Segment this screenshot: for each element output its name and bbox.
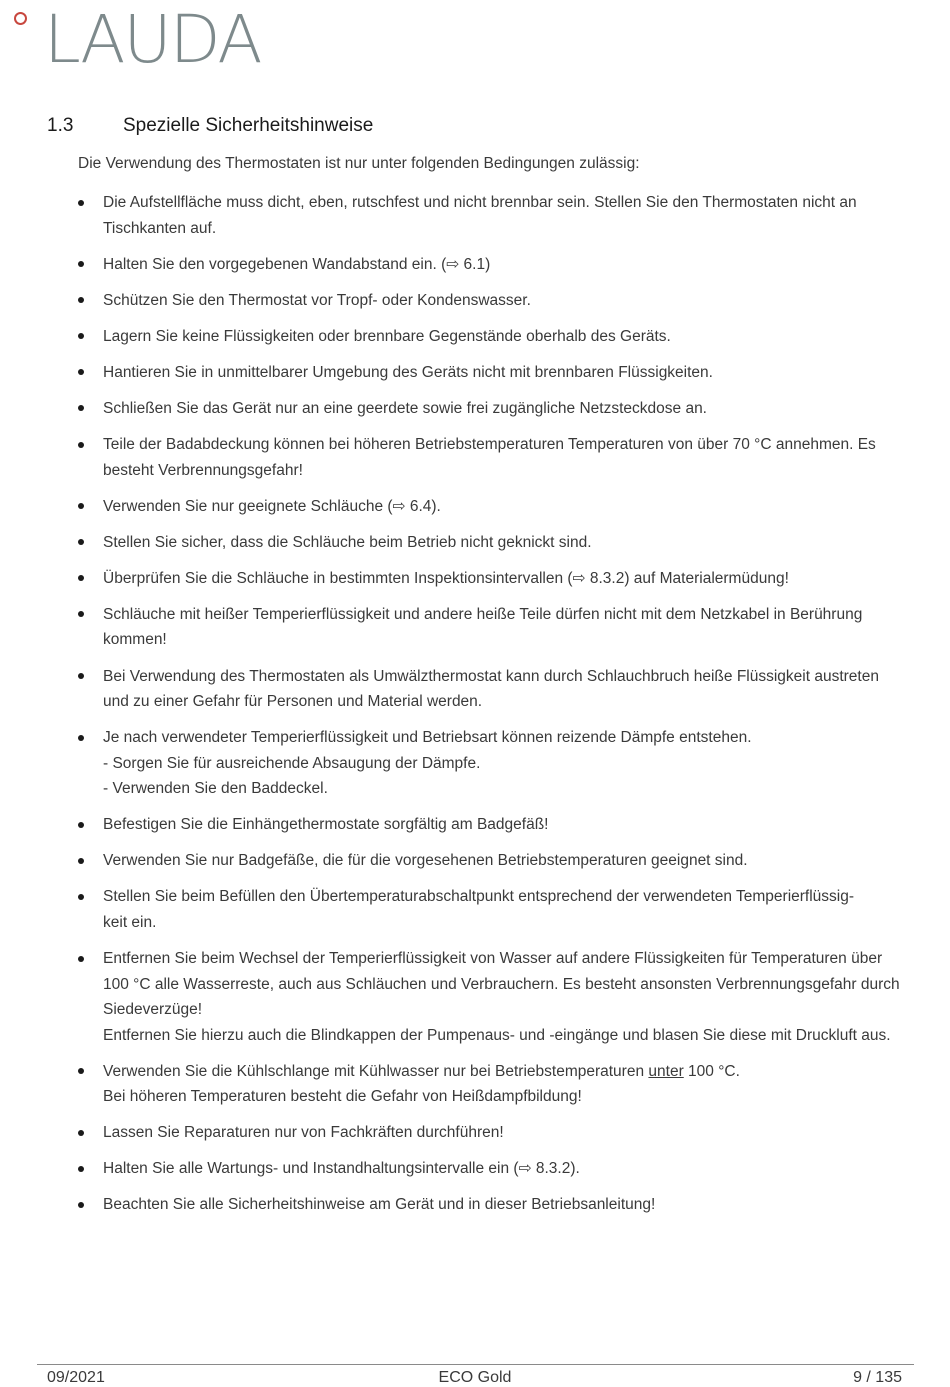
bullet-icon	[78, 1130, 84, 1136]
bullet-icon	[78, 1202, 84, 1208]
list-item-text: Die Aufstellfläche muss dicht, eben, rutschfest und nicht brennbar sein. Stellen Sie den Thermostaten nicht an	[103, 194, 857, 211]
list-item	[78, 396, 900, 422]
bullet-icon	[78, 297, 84, 303]
intro-text: Die Verwendung des Thermostaten ist nur unter folgenden Bedingungen zulässig:	[78, 155, 640, 172]
bullet-icon	[78, 539, 84, 545]
list-item	[78, 252, 900, 278]
list-item	[78, 288, 900, 314]
list-item-text: Lagern Sie keine Flüssigkeiten oder brennbare Gegenstände oberhalb des Geräts.	[103, 327, 671, 345]
bullet-icon	[78, 822, 84, 828]
list-item	[78, 1192, 900, 1218]
list-item-text: Überprüfen Sie die Schläuche in bestimmten Inspektionsintervallen (⇨ 8.3.2) auf Materialermüdung!	[103, 569, 789, 587]
list-item	[78, 884, 900, 935]
bullet-icon	[78, 333, 84, 339]
list-item-text: Tischkanten auf.	[103, 219, 217, 237]
list-item-text: Siedeverzüge!	[103, 1001, 203, 1018]
list-item-text: besteht Verbrennungsgefahr!	[103, 461, 303, 479]
bullet-icon	[78, 956, 84, 962]
list-item-text: Schließen Sie das Gerät nur an eine geerdete sowie frei zugängliche Netzsteckdose an.	[103, 399, 707, 417]
section-title: Spezielle Sicherheitshinweise	[123, 115, 374, 136]
list-item-text: Verwenden Sie nur geeignete Schläuche (⇨ 6.4).	[103, 497, 441, 515]
list-item-text: Lassen Sie Reparaturen nur von Fachkräften durchführen!	[103, 1124, 504, 1142]
list-item-text: keit ein.	[103, 913, 157, 931]
list-item-text: 100 °C alle Wasserreste, auch aus Schläuchen und Verbrauchern. Es besteht ansonsten Verbrennungsgefahr durch	[103, 975, 900, 993]
list-item-text: Schützen Sie den Thermostat vor Tropf- oder Kondenswasser.	[103, 291, 531, 309]
list-item-text: - Sorgen Sie für ausreichende Absaugung der Dämpfe.	[103, 754, 481, 772]
list-item	[78, 360, 900, 386]
logo-text: LAUDA	[44, 1, 261, 78]
footer-date: 09/2021	[47, 1369, 105, 1386]
list-item	[78, 324, 900, 350]
list-item-text	[103, 1059, 900, 1085]
bullet-icon	[78, 673, 84, 679]
list-item-text: Je nach verwendeter Temperierflüssigkeit und Betriebsart können reizende Dämpfe entstehen.	[103, 729, 752, 747]
list-item-text: Schläuche mit heißer Temperierflüssigkeit und andere heiße Teile dürfen nicht mit dem Netzkabel in Berührung	[103, 605, 863, 623]
bullet-icon	[78, 200, 84, 206]
list-item-text: Bei höheren Temperaturen besteht die Gefahr von Heißdampfbildung!	[103, 1088, 582, 1106]
list-item-text: Stellen Sie sicher, dass die Schläuche beim Betrieb nicht geknickt sind.	[103, 533, 592, 551]
footer-product: ECO Gold	[438, 1369, 512, 1386]
list-item-text: - Verwenden Sie den Baddeckel.	[103, 780, 328, 798]
list-item	[78, 190, 900, 241]
bullet-icon	[78, 1166, 84, 1172]
list-item-text: und zu einer Gefahr für Personen und Material werden.	[103, 693, 483, 711]
bullet-icon	[78, 858, 84, 864]
text-segment: 100 °C.	[683, 1062, 740, 1080]
bullet-icon	[78, 503, 84, 509]
bullet-icon	[78, 735, 84, 741]
bullet-icon	[78, 894, 84, 900]
list-item-text: Verwenden Sie nur Badgefäße, die für die vorgesehenen Betriebstemperaturen geeignet sind.	[103, 852, 748, 870]
list-item	[78, 664, 900, 715]
list-item	[78, 1059, 900, 1110]
list-item-text: kommen!	[103, 631, 167, 649]
list-item-text: Teile der Badabdeckung können bei höheren Betriebstemperaturen Temperaturen von über 70 °C annehmen. Es	[103, 436, 876, 454]
section-number: 1.3	[47, 115, 74, 136]
list-item-text: Halten Sie den vorgegebenen Wandabstand ein. (⇨ 6.1)	[103, 255, 491, 273]
list-item	[78, 530, 900, 556]
bullet-icon	[78, 575, 84, 581]
list-item-text: Halten Sie alle Wartungs- und Instandhaltungsintervalle ein (⇨ 8.3.2).	[103, 1160, 580, 1178]
text-segment: Verwenden Sie die Kühlschlange mit Kühlwasser nur bei Betriebstemperaturen	[103, 1062, 649, 1080]
bullet-icon	[78, 611, 84, 617]
bullet-icon	[78, 261, 84, 267]
list-item-text: Hantieren Sie in unmittelbarer Umgebung des Geräts nicht mit brennbaren Flüssigkeiten.	[103, 363, 713, 381]
bullet-icon	[78, 405, 84, 411]
logo-ring-icon	[14, 12, 27, 25]
list-item-text: Entfernen Sie hierzu auch die Blindkappen der Pumpenaus- und -eingänge und blasen Sie diese mit Druckluft aus.	[103, 1026, 891, 1044]
list-item	[78, 602, 900, 653]
list-item	[78, 812, 900, 838]
bullet-icon	[78, 369, 84, 375]
list-item-text: Stellen Sie beim Befüllen den Übertemperaturabschaltpunkt entsprechend der verwendeten Temperierflüssig-	[103, 888, 855, 906]
list-item	[78, 432, 900, 483]
list-item-text: Befestigen Sie die Einhängethermostate sorgfältig am Badgefäß!	[103, 816, 549, 834]
list-item	[78, 1156, 900, 1182]
list-item-text: Entfernen Sie beim Wechsel der Temperierflüssigkeit von Wasser auf andere Flüssigkeiten für Temperaturen über	[103, 950, 883, 967]
list-item	[78, 946, 900, 1048]
list-item	[78, 725, 900, 802]
bullet-icon	[78, 1068, 84, 1074]
footer-page-number: 9 / 135	[853, 1369, 902, 1386]
list-item-text: Bei Verwendung des Thermostaten als Umwälzthermostat kann durch Schlauchbruch heiße Flüssigkeit austreten	[103, 667, 879, 685]
section-heading	[47, 115, 373, 137]
list-item	[78, 1120, 900, 1146]
footer-divider	[37, 1364, 914, 1365]
list-item-text: Beachten Sie alle Sicherheitshinweise am Gerät und in dieser Betriebsanleitung!	[103, 1196, 656, 1214]
list-item	[78, 848, 900, 874]
list-item	[78, 566, 900, 592]
underlined-text: unter	[648, 1062, 684, 1080]
bullet-icon	[78, 442, 84, 448]
safety-list	[78, 190, 900, 1228]
list-item	[78, 494, 900, 520]
